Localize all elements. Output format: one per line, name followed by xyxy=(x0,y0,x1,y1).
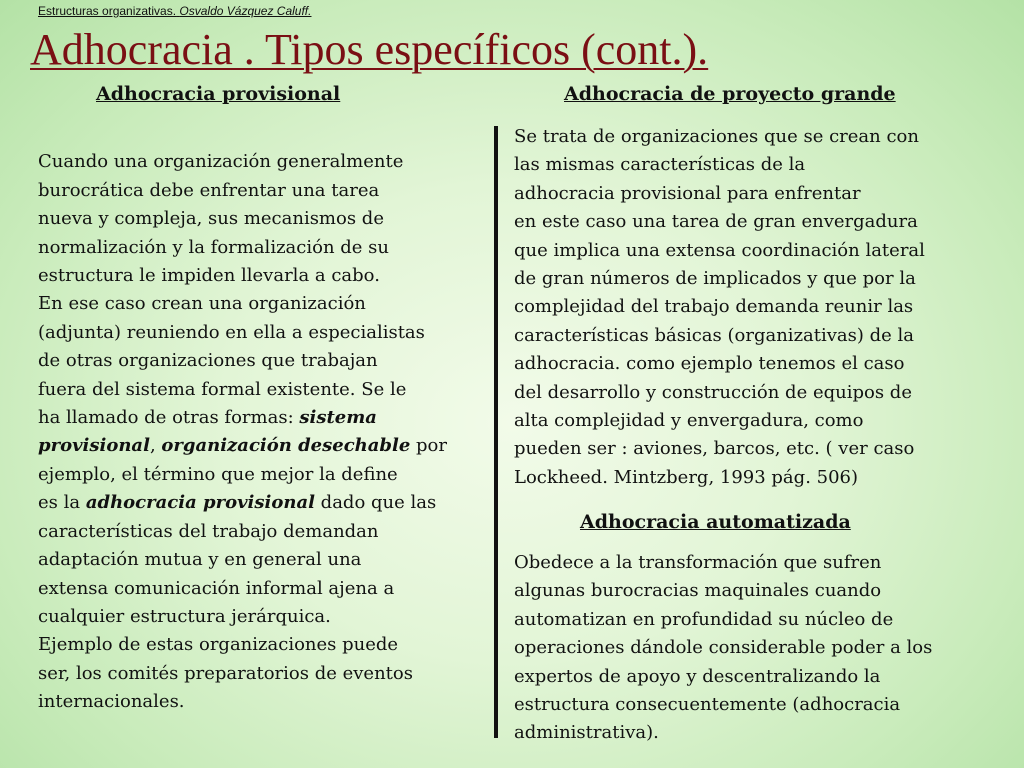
left-text-segment: por ejemplo, el término que mejor la define es la xyxy=(38,435,447,514)
left-text-segment: Cuando una organización generalmente burocrática debe enfrentar una tarea nueva y compleja, sus mecanismos de normalización y la formalización de su estructura le impiden llevarla a cabo. En ese caso crean una organización (adjunta) reuniendo en ella a especialistas de otras organizaciones que trabajan fuera del sistema formal existente. Se le ha llamado de otras formas: xyxy=(38,151,425,429)
left-text-segment: dado que las características del trabajo demandan adaptación mutua y en general una extensa comunicación informal ajena a cualquier estructura jerárquica. Ejemplo de estas organizaciones puede ser, los comités preparatorios de eventos internacionales. xyxy=(38,492,437,713)
term-sistema-provisional: sistema provisional xyxy=(38,407,377,457)
heading-adhocracia-proyecto-grande: Adhocracia de proyecto grande xyxy=(564,83,896,105)
left-text-segment: , xyxy=(149,435,162,457)
right-column-text: Se trata de organizaciones que se crean con las mismas características de la adhocracia provisional para enfrentar en este caso una tarea de gran envergadura que implica una extensa coordinación lateral de gran números de implicados y que por la complejidad del trabajo demanda reunir las características básicas (organizativas) de la adhocracia. como ejemplo tenemos el caso del desarrollo y construcción de equipos de alta complejidad y envergadura, como pueden ser : aviones, barcos, etc. ( ver caso Lockheed. Mintzberg, 1993 pág. 506) xyxy=(514,126,925,488)
heading-adhocracia-provisional: Adhocracia provisional xyxy=(96,83,341,105)
left-column-text xyxy=(38,120,490,717)
term-adhocracia-provisional: adhocracia provisional xyxy=(85,492,315,514)
author-name: Osvaldo Vázquez Caluff. xyxy=(179,4,312,18)
term-organizacion-desechable: organización desechable xyxy=(161,435,411,457)
column-divider xyxy=(494,126,498,738)
heading-adhocracia-automatizada: Adhocracia automatizada xyxy=(580,511,851,533)
automatizada-text: Obedece a la transformación que sufren algunas burocracias maquinales cuando automatizan en profundidad su núcleo de operaciones dándole considerable poder a los expertos de apoyo y descentralizando la estructura consecuentemente (adhocracia administrativa). xyxy=(514,552,933,744)
page-title: Adhocracia . Tipos específicos (cont.). xyxy=(30,25,709,74)
course-name: Estructuras organizativas. xyxy=(38,4,177,18)
header-credit xyxy=(38,4,311,18)
